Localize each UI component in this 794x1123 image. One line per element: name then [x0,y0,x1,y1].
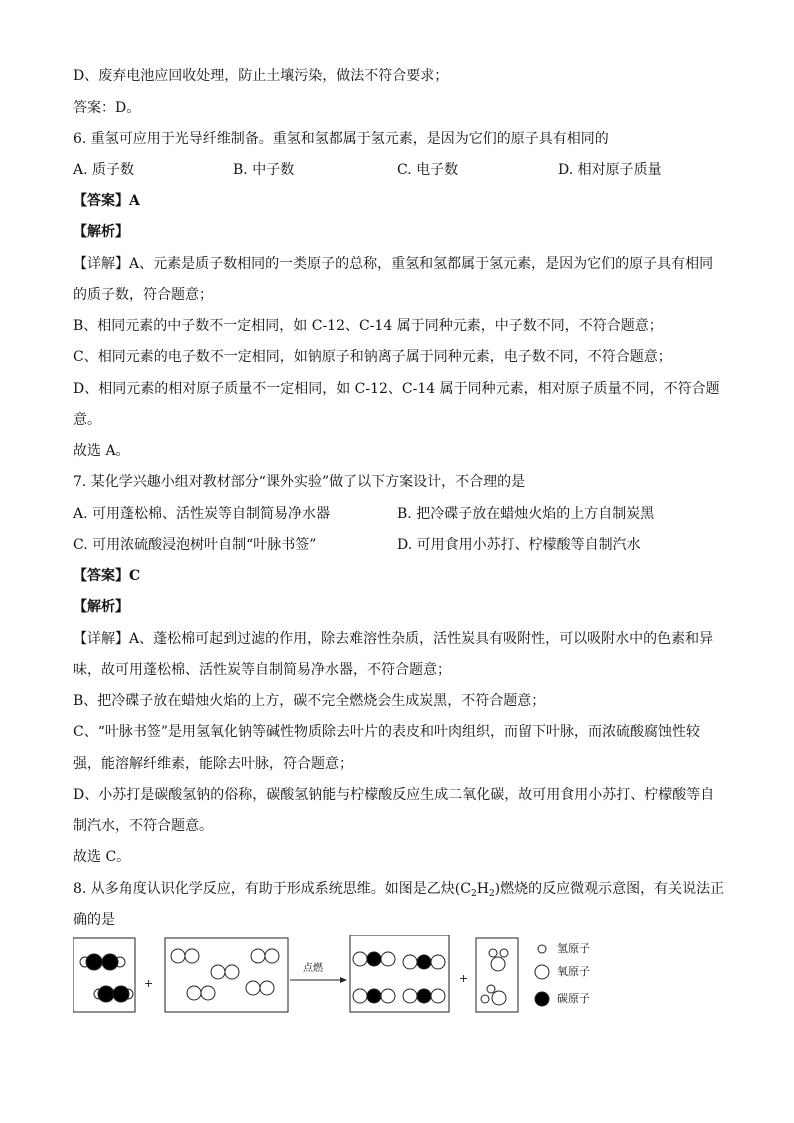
text-line: D、废弃电池应回收处理，防止土壤污染，做法不符合要求； [73,68,449,84]
legend-oxygen-symbol [535,965,549,979]
text-line: 故选 C。 [73,849,131,865]
water-molecules [481,949,508,1005]
arrow-label: 点燃 [303,963,323,974]
q6-option-c: C. 电子数 [397,162,459,178]
text-line: 故选 A。 [73,443,130,459]
text-line: 意。 [73,412,101,428]
legend-hydrogen-symbol [538,945,546,953]
text-line: 【详解】A、元素是质子数相同的一类原子的总称，重氢和氢都属于氢元素，是因为它们的原子具有相同 [73,256,714,272]
oxygen-molecules [171,949,279,1000]
text-line: 强，能溶解纤维素，能除去叶脉，符合题意； [73,756,353,772]
analysis-label: 【解析】 [73,599,129,615]
text-line: D、相同元素的相对原子质量不一定相同，如 C-12、C-14 属于同种元素，相对原子质量不同，不符合题 [73,381,720,397]
analysis-label: 【解析】 [73,224,129,240]
carbon-dioxide-molecules [353,952,445,1003]
text-line: 味，故可用蓬松棉、活性炭等自制简易净水器，不符合题意； [73,662,451,678]
plus-sign: + [459,972,469,985]
text-line: D、小苏打是碳酸氢钠的俗称，碳酸氢钠能与柠檬酸反应生成二氧化碳，故可用食用小苏打、柠檬酸等自 [73,787,715,803]
text-line: B、相同元素的中子数不一定相同，如 C-12、C-14 属于同种元素，中子数不同，不符合题意； [73,318,663,334]
answer-label: 【答案】C [73,568,141,584]
question-8: 8. 从多角度认识化学反应，有助于形成系统思维。如图是乙炔$(C_2H_2)$燃烧的反应微观示意图，有关说法正 [73,881,725,899]
text-line: 确的是 [73,912,115,928]
plus-sign: + [144,977,154,990]
reaction-diagram [73,935,633,1015]
acetylene-molecule [80,954,125,970]
q7-option-b: B. 把冷碟子放在蜡烛火焰的上方自制炭黑 [397,506,655,522]
q7-option-d: D. 可用食用小苏打、柠檬酸等自制汽水 [397,537,641,553]
reaction-svg [73,935,633,1015]
q6-option-b: B. 中子数 [233,162,295,178]
legend-oxygen: 氧原子 [557,965,590,978]
q7-option-c: C. 可用浓硫酸浸泡树叶自制“叶脉书签” [73,537,317,553]
text-line: C、相同元素的电子数不一定相同，如钠原子和钠离子属于同种元素，电子数不同，不符合题意； [73,349,672,365]
answer-label: 【答案】A [73,193,140,209]
legend-carbon-symbol [535,992,549,1006]
legend-hydrogen: 氢原子 [557,942,590,955]
arrow-head [340,977,347,983]
text-line: 制汽水，不符合题意。 [73,818,213,834]
text-line: C、“叶脉书签”是用氢氧化钠等碱性物质除去叶片的表皮和叶肉组织，而留下叶脉，而浓硫酸腐蚀性较 [73,724,701,740]
q6-option-d: D. 相对原子质量 [558,162,662,178]
q6-option-a: A. 质子数 [73,162,135,178]
acetylene-molecule [94,986,133,1002]
q7-option-a: A. 可用蓬松棉、活性炭等自制简易净水器 [73,506,331,522]
question-7: 7. 某化学兴趣小组对教材部分“课外实验”做了以下方案设计，不合理的是 [73,474,526,490]
question-6: 6. 重氢可应用于光导纤维制备。重氢和氢都属于氢元素，是因为它们的原子具有相同的 [73,131,609,147]
text-line: B、把冷碟子放在蜡烛火焰的上方，碳不完全燃烧会生成炭黑，不符合题意； [73,693,546,709]
legend-carbon: 碳原子 [557,992,590,1005]
text-line: 【详解】A、蓬松棉可起到过滤的作用，除去难溶性杂质，活性炭具有吸附性，可以吸附水中的色素和异 [73,631,714,647]
text-line: 的质子数，符合题意； [73,287,213,303]
text-line: 答案：D。 [73,100,141,116]
